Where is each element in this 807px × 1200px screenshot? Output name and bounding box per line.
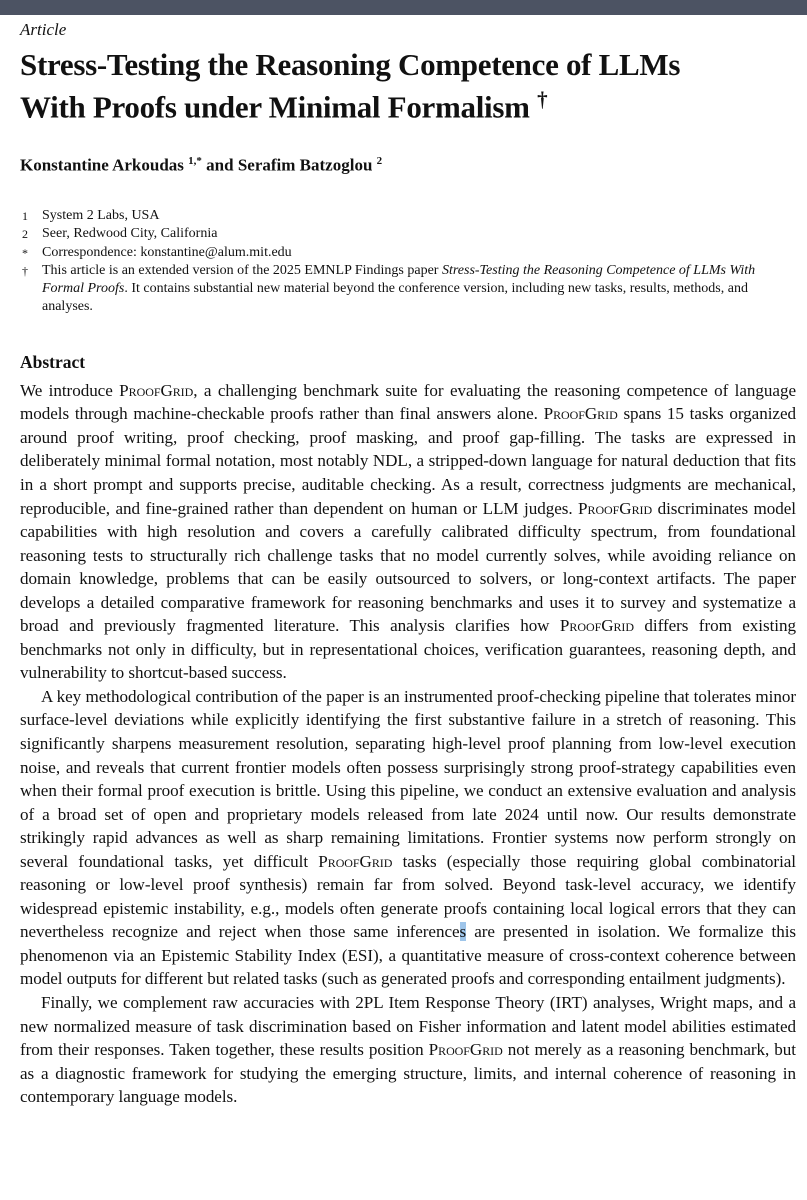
- benchmark-name: ProofGrid: [578, 498, 653, 518]
- note-suffix: . It contains substantial new material beyond the conference version, including new tasks, results, methods, and analyses.: [42, 281, 748, 315]
- title-dagger: †: [537, 87, 548, 111]
- text-run: tasks (especially those requiring global combinatorial reasoning or low-level proof synthesis) remain far from solved. Beyond task-level accuracy, we identify widespread epistemic instability, e.g., models often generate proofs containing local logical errors that they can nevertheless recognize and reject when those same inference: [20, 851, 796, 942]
- text-run: We introduce: [20, 380, 120, 400]
- author-2: Serafim Batzoglou: [237, 155, 373, 175]
- author-2-affil: 2: [376, 155, 383, 168]
- note-prefix: This article is an extended version of the 2025 EMNLP Findings paper: [42, 262, 442, 278]
- benchmark-name: ProofGrid: [318, 851, 393, 871]
- text-run: differs from existing benchmarks not only in difficulty, but in representational choices, verification guarantees, reasoning depth, and vulnerability to shortcut-based success.: [20, 616, 796, 683]
- affiliation-mark: 2: [22, 227, 28, 242]
- text-run: discriminates model capabilities with high resolution and covers a carefully calibrated difficulty spectrum, from foundational reasoning tests to structurally rich challenge tasks that no model currently solves, while avoiding reliance on domain knowledge, problems that can be easily outsourced to solvers, or long-context artifacts. The paper develops a detailed comparative framework for reasoning benchmarks and uses it to survey and systematize a broad and previously fragmented literature. This analysis clarifies how: [20, 498, 797, 636]
- note-text: [42, 262, 796, 317]
- text-selection-highlight[interactable]: s: [459, 922, 467, 942]
- affiliation-text: Seer, Redwood City, California: [42, 226, 218, 242]
- text-run: are presented in isolation. We formalize this phenomenon via an Epistemic Stability Index (ESI), a quantitative measure of cross-context coherence between model outputs for different but related tasks (such as generated proofs and corresponding entailment judgments).: [20, 922, 796, 989]
- note-cited-title: Stress-Testing the Reasoning Competence of LLMs With Formal Proofs: [42, 262, 756, 297]
- abstract-heading: Abstract: [20, 351, 86, 372]
- note-mark: †: [22, 263, 28, 278]
- affiliation-item: [20, 244, 796, 262]
- author-list: [20, 150, 796, 177]
- affiliation-text: System 2 Labs, USA: [42, 207, 160, 223]
- text-run: A key methodological contribution of the paper is an instrumented proof-checking pipeline that tolerates minor surface-level deviations while explicitly identifying the first substantive failure in a stretch of reasoning. This significantly sharpens measurement resolution, separating high-level proof planning from low-level execution noise, and reveals that current frontier models often possess surprisingly strong proof-strategy capabilities even when their formal proof execution is brittle. Using this pipeline, we conduct an extensive evaluation and analysis of a broad set of open and proprietary models released from late 2024 until now. Our results demonstrate strikingly rapid advances as well as sharp remaining limitations. Frontier systems now perform strongly on several foundational tasks, yet difficult: [20, 686, 796, 871]
- paper-title: [20, 47, 796, 124]
- text-run: , a challenging benchmark suite for evaluating the reasoning competence of language models through machine-checkable proofs rather than final answers alone.: [20, 380, 796, 424]
- affiliations: [20, 207, 796, 317]
- text-run: Finally, we complement raw accuracies with 2PL Item Response Theory (IRT) analyses, Wright maps, and a new normalized measure of task discrimination based on Fisher information and latent model abilities estimated from their responses. Taken together, these results position: [20, 992, 796, 1060]
- author-joiner: and: [201, 155, 238, 175]
- text-run: spans 15 tasks organized around proof writing, proof checking, proof masking, and proof gap-filling. The tasks are expressed in deliberately minimal formal notation, most notably NDL, a stripped-down language for natural deduction that fits in a short prompt and supports precise, auditable checking. As a result, correctness judgments are mechanical, reproducible, and fine-grained rather than dependent on human or LLM judges.: [20, 404, 796, 518]
- benchmark-name: ProofGrid: [543, 404, 618, 424]
- author-1: Konstantine Arkoudas: [20, 155, 184, 175]
- paper-page: [20, 15, 796, 1109]
- author-1-affil: 1,*: [188, 155, 202, 168]
- correspondence-text[interactable]: Correspondence: konstantine@alum.mit.edu: [42, 244, 292, 260]
- affiliation-mark: *: [22, 245, 28, 260]
- extended-version-note: [20, 262, 796, 317]
- abstract-paragraph-3: [20, 991, 796, 1109]
- abstract-body: [20, 379, 796, 1109]
- affiliation-mark: 1: [22, 208, 28, 223]
- affiliation-item: [20, 225, 796, 243]
- affiliation-item: [20, 207, 796, 225]
- text-run: not merely as a reasoning benchmark, but as a diagnostic framework for studying the emerging structure, limits, and internal coherence of reasoning in contemporary language models.: [20, 1040, 796, 1107]
- abstract-paragraph-2: [20, 685, 796, 991]
- benchmark-name: ProofGrid: [119, 380, 194, 400]
- benchmark-name: ProofGrid: [428, 1040, 503, 1060]
- benchmark-name: ProofGrid: [559, 616, 634, 636]
- title-line-1: Stress-Testing the Reasoning Competence of LLMs: [20, 47, 681, 82]
- title-line-2: With Proofs under Minimal Formalism: [20, 89, 530, 125]
- article-label: Article: [20, 20, 67, 39]
- abstract-paragraph-1: [20, 379, 796, 685]
- top-bar: [0, 0, 807, 15]
